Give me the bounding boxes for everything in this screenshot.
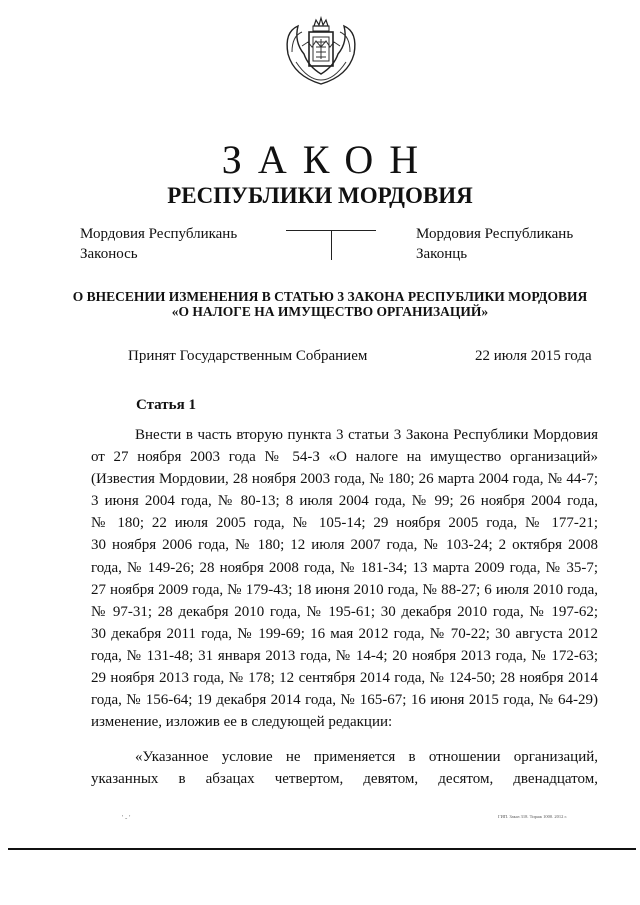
body-line: 30 ноября 2006 года, № 180; 12 июля 2007 года, № 103-24; 2 октября 2008 [91,537,598,554]
body-line: № 180; 22 июля 2005 года, № 105-14; 29 ноября 2005 года, № 177-21; [91,515,598,532]
mordovian-title-left-line1: Мордовия Республикань [80,226,238,242]
body-line: 29 ноября 2013 года, № 178; 12 сентября 2014 года, № 124-50; 28 ноября 2014 [91,670,598,687]
body-line: года, № 149-26; 28 ноября 2008 года, № 181-34; 13 марта 2009 года, № 35-7; [91,559,598,576]
quote-line: «Указанное условие не применяется в отношении организаций, [135,749,598,766]
body-line: Внести в часть вторую пункта 3 статьи 3 Закона Республики Мордовия [135,427,598,443]
mordovian-title-right [416,224,573,264]
law-heading-line1: О ВНЕСЕНИИ ИЗМЕНЕНИЯ В СТАТЬЮ 3 ЗАКОНА РЕСПУБЛИКИ МОРДОВИЯ [72,289,588,304]
body-line: года, № 131-48; 31 января 2013 года, № 14-4; 20 ноября 2013 года, № 172-63; [91,647,598,664]
body-line: 30 декабря 2011 года, № 199-69; 16 мая 2012 года, № 70-22; 30 августа 2012 [91,625,598,642]
body-line: от 27 ноября 2003 года № 54-З «О налоге на имущество организаций» [91,449,598,466]
adopted-by: Принят Государственным Собранием [128,348,368,364]
mordovian-title-left-line2: Законось [80,246,138,262]
article-body [91,424,598,791]
body-line: года, № 156-64; 19 декабря 2014 года, № 165-67; 16 июня 2015 года, № 64-29) [91,692,598,709]
document-subtitle: РЕСПУБЛИКИ МОРДОВИЯ [167,183,473,208]
body-line: изменение, изложив ее в следующей редакции: [91,714,393,731]
law-heading [60,289,600,319]
document-title: ЗАКОН [221,137,435,182]
body-line: 3 июня 2004 года, № 80-13; 8 июля 2004 года, № 99; 26 ноября 2004 года, [91,493,598,510]
law-heading-line2: «О НАЛОГЕ НА ИМУЩЕСТВО ОРГАНИЗАЦИЙ» [171,304,489,319]
title-divider-vertical [331,230,332,260]
article-title: Статья 1 [136,397,196,413]
adopted-date: 22 июля 2015 года [475,348,592,364]
coat-of-arms-icon [278,14,364,86]
print-imprint: ГИП. Заказ 318. Тираж 1000. 2012 г. [498,814,567,819]
body-line: (Известия Мордовии, 28 ноября 2003 года, № 180; 26 марта 2004 года, № 44-7; [91,471,598,488]
mordovian-title-right-line1: Мордовия Республикань [416,226,574,242]
mordovian-title-right-line2: Законць [416,246,468,262]
body-line: 27 ноября 2009 года, № 179-43; 18 июня 2010 года, № 88-27; 6 июля 2010 года, [91,581,598,598]
body-line: № 97-31; 28 декабря 2010 года, № 195-61; 30 декабря 2010 года, № 197-62; [91,603,598,620]
page-bottom-rule [8,848,636,850]
quote-line: указанных в абзацах четвертом, девятом, десятом, двенадцатом, [91,771,598,788]
footer-mark: ' - ' [122,814,131,822]
mordovian-title-left [80,224,237,264]
